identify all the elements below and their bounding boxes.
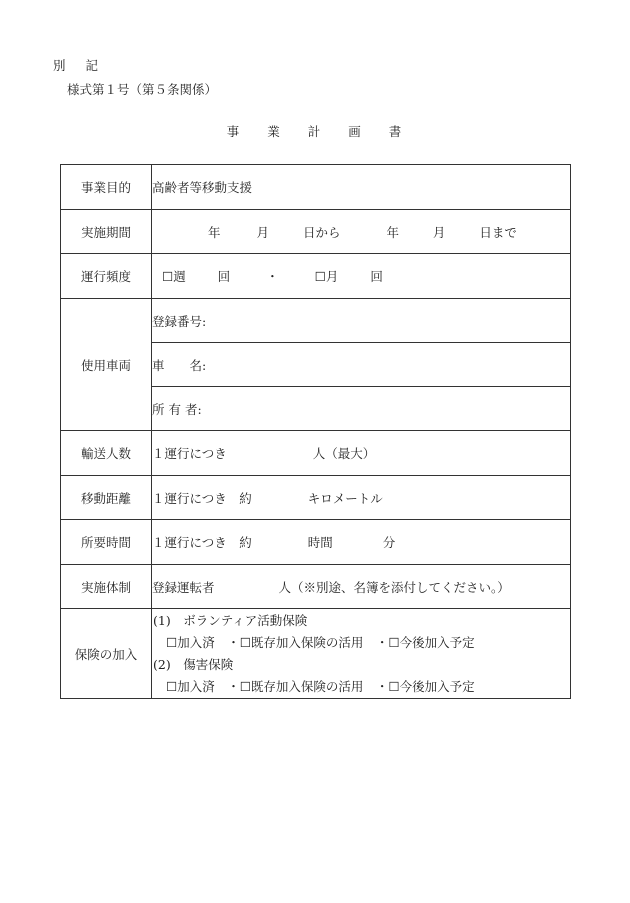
value-period (152, 210, 571, 254)
system-unit: 人（※別途、名簿を添付してください。） (278, 579, 510, 595)
insurance-volunteer-options[interactable]: ☐加入済 ・☐既存加入保険の活用 ・☐今後加入予定 (166, 634, 475, 650)
row-vehicle-reg (61, 299, 571, 343)
distance-prefix: １運行につき 約 (152, 490, 252, 506)
period-month-1: 月 (256, 224, 269, 240)
label-distance: 移動距離 (61, 476, 152, 520)
row-passengers (61, 431, 571, 476)
period-from: 日から (302, 224, 341, 240)
value-insurance (152, 609, 571, 699)
row-purpose (61, 165, 571, 210)
frequency-month-checkbox[interactable]: ☐月 (314, 269, 339, 284)
insurance-injury-title: (2) 傷害保険 (153, 656, 234, 672)
insurance-volunteer-title: (1) ボランティア活動保険 (153, 612, 308, 628)
frequency-week-checkbox[interactable]: ☐週 (161, 269, 186, 284)
passengers-prefix: １運行につき (152, 446, 227, 461)
row-period (61, 210, 571, 254)
value-system (152, 565, 571, 609)
frequency-times-week: 回 (217, 269, 231, 284)
label-frequency: 運行頻度 (61, 254, 152, 299)
distance-unit: キロメートル (307, 490, 383, 506)
row-time (61, 520, 571, 565)
time-prefix: １運行につき 約 (152, 535, 252, 550)
row-insurance (61, 609, 571, 699)
value-distance (152, 476, 571, 520)
vehicle-owner: 所 有 者: (152, 387, 571, 431)
system-prefix: 登録運転者 (152, 579, 215, 595)
period-month-2: 月 (432, 224, 446, 240)
row-system (61, 565, 571, 609)
time-minutes: 分 (382, 535, 396, 550)
vehicle-reg-no: 登録番号: (152, 299, 571, 343)
form-number: 様式第１号（第５条関係） (67, 82, 218, 97)
row-frequency (61, 254, 571, 299)
value-purpose (152, 165, 571, 210)
period-until: 日まで (479, 224, 517, 240)
value-frequency (152, 254, 571, 299)
vehicle-car-name: 車 名: (152, 343, 571, 387)
label-time: 所要時間 (61, 520, 152, 565)
time-hours: 時間 (307, 535, 333, 550)
document-title: 事 業 計 画 書 (226, 124, 414, 139)
label-passengers: 輸送人数 (61, 431, 152, 476)
label-system: 実施体制 (61, 565, 152, 609)
annex-label: 別 記 (53, 58, 106, 73)
label-vehicle: 使用車両 (61, 299, 152, 431)
label-period: 実施期間 (61, 210, 152, 254)
insurance-injury-options[interactable]: ☐加入済 ・☐既存加入保険の活用 ・☐今後加入予定 (166, 678, 475, 694)
frequency-times-month: 回 (370, 269, 383, 284)
period-year-2: 年 (386, 224, 399, 240)
business-plan-table (60, 164, 571, 699)
period-year-1: 年 (207, 224, 221, 240)
value-passengers (152, 431, 571, 476)
row-distance (61, 476, 571, 520)
label-purpose: 事業目的 (61, 165, 152, 210)
purpose-text: 高齢者等移動支援 (152, 180, 253, 195)
label-insurance: 保険の加入 (61, 609, 152, 699)
frequency-separator: ・ (266, 269, 279, 284)
value-time (152, 520, 571, 565)
passengers-unit: 人（最大） (312, 446, 376, 461)
